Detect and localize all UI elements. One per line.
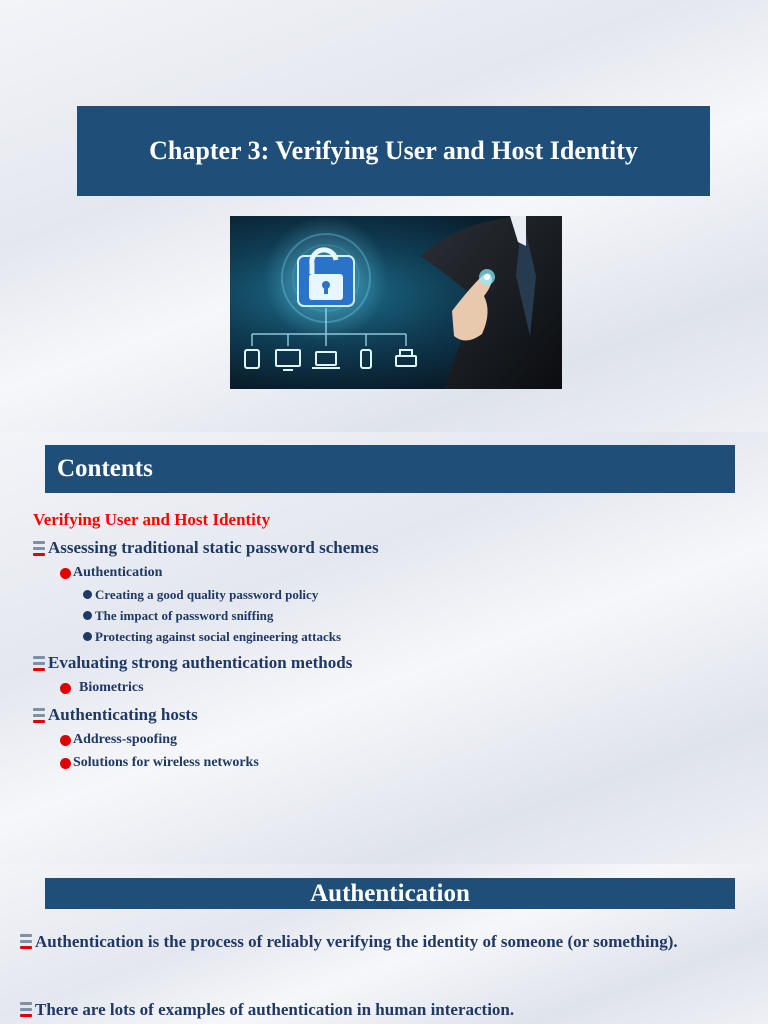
contents-item-9: Address-spoofing: [60, 731, 177, 749]
contents-item-4: The impact of password sniffing: [83, 607, 273, 624]
bullet-dot-icon: [83, 632, 92, 641]
bullet-bars-icon: [33, 707, 45, 724]
slide-2: [0, 432, 768, 864]
bullet-dot-icon: [83, 590, 92, 599]
slide-2-title-bar: [45, 445, 735, 493]
bullet-dot-icon: [83, 611, 92, 620]
slide-3-title-bar: [45, 878, 735, 909]
contents-heading: Verifying User and Host Identity: [33, 510, 271, 529]
slide-1-title: Chapter 3: Verifying User and Host Identity: [149, 136, 638, 165]
slide-3-title: Authentication: [310, 879, 470, 907]
bullet-paragraph-2: There are lots of examples of authentication in human interaction.: [20, 993, 752, 1024]
hero-image: [230, 216, 562, 389]
bullet-dot-icon: [60, 758, 71, 769]
bullet-bars-icon: [20, 933, 32, 950]
contents-item-5: Protecting against social engineering attacks: [83, 628, 341, 645]
contents-item-6: Evaluating strong authentication methods: [33, 653, 352, 673]
bullet-dot-icon: [60, 735, 71, 746]
bullet-bars-icon: [33, 540, 45, 557]
contents-item-1: Assessing traditional static password schemes: [33, 538, 379, 558]
contents-item-10: Solutions for wireless networks: [60, 754, 259, 772]
slide-3: [0, 864, 768, 1024]
bullet-paragraph-1: Authentication is the process of reliably verifying the identity of someone (or something).: [20, 925, 752, 959]
padlock-network-icon: [230, 216, 562, 389]
bullet-dot-icon: [60, 683, 71, 694]
contents-item-3: Creating a good quality password policy: [83, 586, 318, 603]
contents-item-2: Authentication: [60, 564, 162, 582]
bullet-bars-icon: [33, 655, 45, 672]
slide-1: [0, 0, 768, 432]
bullet-bars-icon: [20, 1001, 32, 1018]
contents-item-7: Biometrics: [60, 679, 144, 697]
bullet-dot-icon: [60, 568, 71, 579]
slide-2-title: Contents: [57, 455, 153, 482]
contents-item-8: Authenticating hosts: [33, 705, 198, 725]
slide-1-title-bar: [77, 106, 710, 196]
